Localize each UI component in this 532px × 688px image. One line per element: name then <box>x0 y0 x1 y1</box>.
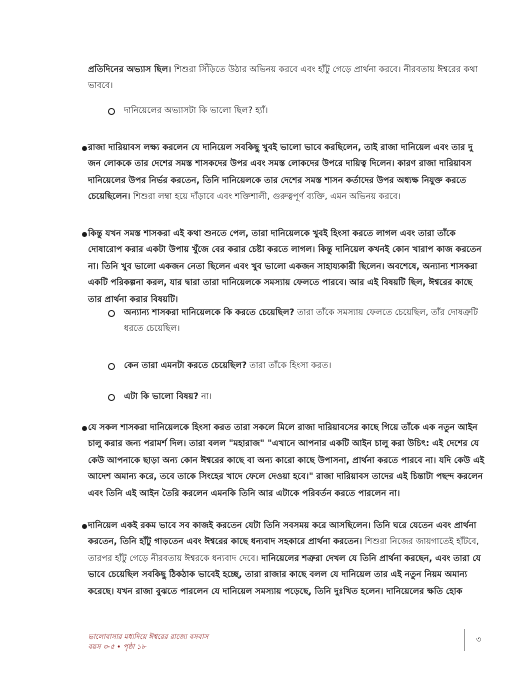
answer-text: তারা তাঁকে হিংসা করত। <box>246 361 332 371</box>
footer-age: বয়স ৩-৫ <box>88 643 115 651</box>
page-number: ৩ <box>476 635 482 644</box>
question-item-1 <box>108 103 488 119</box>
question-text <box>124 305 488 338</box>
hollow-bullet-icon <box>108 108 115 115</box>
answer-text: না। <box>198 392 212 402</box>
bullet-text: যে সকল শাসকরা দানিয়েলকে হিংসা করত তারা সকলে মিলে রাজা দারিয়াবসের কাছে গিয়ে তাঁকে এক নতুন আইন চালু করার জন্য পরামর্শ দিল। তারা বলল "মহারাজ" "এখানে আপনার একটি আইন চালু করা উচিৎ: এই দেশের যে কেউ আপনাকে ছাড়া অন্য কোন ঈশ্বরের কাছে বা অন্য কারো কাছে উপাসনা, প্রার্থনা করতে পারবে না। যদি কেউ এই আদেশ অমান্য করে, তবে তাকে সিংহের খাদে ফেলে দেওয়া হবে।" রাজা দারিয়াবস তাদের এই চিন্তাটা পছন্দ করলেন এবং তিনি এই আইন তৈরি করলেন এমনকি তিনি আর এটাকে পরিবর্তন করতে পারলেন না। <box>88 423 485 499</box>
bullet-bold-text: দানিয়েল একই রকম ভাবে সব কাজই করতেন যেটা তিনি সবসময় করে আসছিলেন। তিনি ঘরে যেতেন এবং প্রার্থনা করতেন, তিনি হাঁটু গাড়তেন এবং ঈশ্বরের কাছে ধন্যবাদ সহকারে প্রার্থনা করতেন। <box>88 521 477 548</box>
bullet-icon <box>82 146 87 151</box>
bullet-item-4 <box>82 518 490 600</box>
footer-info <box>88 632 208 652</box>
question-bold-text: কেন তারা এমনটা করতে চেয়েছিল? <box>124 361 247 371</box>
paragraph-intro <box>88 62 490 95</box>
bullet-bold-text: রাজা দারিয়াবস লক্ষ্য করলেন যে দানিয়েল সবকিছু খুবই ভালো ভাবে করছিলেন, তাই রাজা দানিয়েল এবং তার দু জন লোককে তার দেশের সমস্ত শাসকদের উপর এবং সমস্ত লোকদের উপরে দায়িত্ব দিলেন। কারণ রাজা দারিয়াবস দানিয়েলের উপর নির্ভর করতেন, তিনি দানিয়েলকে তার দেশের সমস্ত শাসন কর্তাদের উপর অধ্যক্ষ নিযুক্ত করতে চেয়েছিলেন। <box>88 143 473 203</box>
bullet-plain-text: শিশুরা লম্বা হয়ে দাঁড়াবে এবং শক্তিশালী, গুরুত্বপূর্ণ ব্যক্তি, এমন অভিনয় করবে। <box>130 192 401 203</box>
bullet-icon <box>82 426 87 431</box>
bullet-bold-text: দানিয়েলের শত্রুরা দেখল যে তিনি প্রার্থনা করছেন, এবং তারা যে ভাবে চেয়েছিল সবকিছু ঠিকঠাক ভাবেই হচ্ছে, তারা রাজার কাছে বলল যে দানিয়েল তার এই নতুন নিয়ম অমান্য করেছে। যখন রাজা বুঝতে পারলেন যে দানিয়েল সমস্যায় পড়েছে, তিনি দুঃখিত হলেন। দানিয়েলের ক্ষতি হোক <box>88 553 481 597</box>
question-bold-text: এটা কি ভালো বিষয়? <box>124 392 199 402</box>
hollow-bullet-icon <box>108 310 115 317</box>
intro-bold-text: প্রতিদিনের অভ্যাস ছিল। <box>88 65 172 75</box>
footer-page-label: পৃষ্ঠা ১৮ <box>123 643 146 651</box>
hollow-bullet-icon <box>108 394 115 401</box>
question-item-3 <box>108 358 488 374</box>
bullet-item-3 <box>82 420 490 502</box>
bullet-item-2 <box>82 226 490 308</box>
bullet-icon <box>82 524 87 529</box>
footer-separator-icon: • <box>116 643 124 651</box>
bullet-icon <box>82 232 87 237</box>
bullet-text <box>82 518 488 600</box>
answer-text: তারা তাঁকে সমস্যায় ফেলতে চেয়েছিল, তাঁর দোষত্রুটি ধরতে চেয়েছিল। <box>124 308 478 335</box>
question-item-4 <box>108 389 488 405</box>
intro-text: শিশুরা সিঁড়িতে উঠার অভিনয় করবে এবং হাঁটু গেড়ে প্রার্থনা করবে। নীরবতায় ঈশ্বরের কথা ভাববে। <box>88 65 478 92</box>
footer-title: ভালোবাসার মধ্যদিয়ে ঈশ্বরের রাজ্যে বসবাস <box>88 633 209 641</box>
footer-meta <box>88 642 208 652</box>
question-text <box>124 389 488 405</box>
bullet-plain-text: শিশুরা নিজের জায়গাতেই হাঁটবে, তারপর হাঁটু গেড়ে নীরবতায় ঈশ্বরকে ধন্যবাদ দেবে। <box>88 537 480 564</box>
footer-divider <box>464 629 465 651</box>
bullet-text <box>82 140 488 206</box>
bullet-item-1 <box>82 140 490 206</box>
question-item-2 <box>108 305 488 338</box>
question-text <box>124 358 488 374</box>
question-bold-text: অন্যান্য শাসকরা দানিয়েলকে কি করতে চেয়েছিল? <box>124 308 295 318</box>
bullet-text: কিন্তু যখন সমস্ত শাসকরা এই কথা শুনতে পেল, তারা দানিয়েলকে খুবই হিংসা করতে লাগল এবং তারা তাঁকে দোষারোপ করার একটা উপায় খুঁজে বের করার চেষ্টা করতে লাগল। কিন্তু দানিয়েল কখনই কোন খারাপ কাজ করতেন না। তিনি খুব ভালো একজন নেতা ছিলেন এবং খুব ভালো একজন সাহায্যকারী ছিলেন। অবশেষে, অন্যান্য শাসকরা একটি পরিকল্পনা করল, যার দ্বারা তারা দানিয়েলকে সমস্যায় ফেলতে পারবে। আর এই বিষয়টি ছিল, ঈশ্বরের কাছে তার প্রার্থনা করার বিষয়টি। <box>88 229 482 305</box>
hollow-bullet-icon <box>108 363 115 370</box>
question-text: দানিয়েলের অভ্যাসটা কি ভালো ছিল? হ্যাঁ। <box>124 106 268 116</box>
